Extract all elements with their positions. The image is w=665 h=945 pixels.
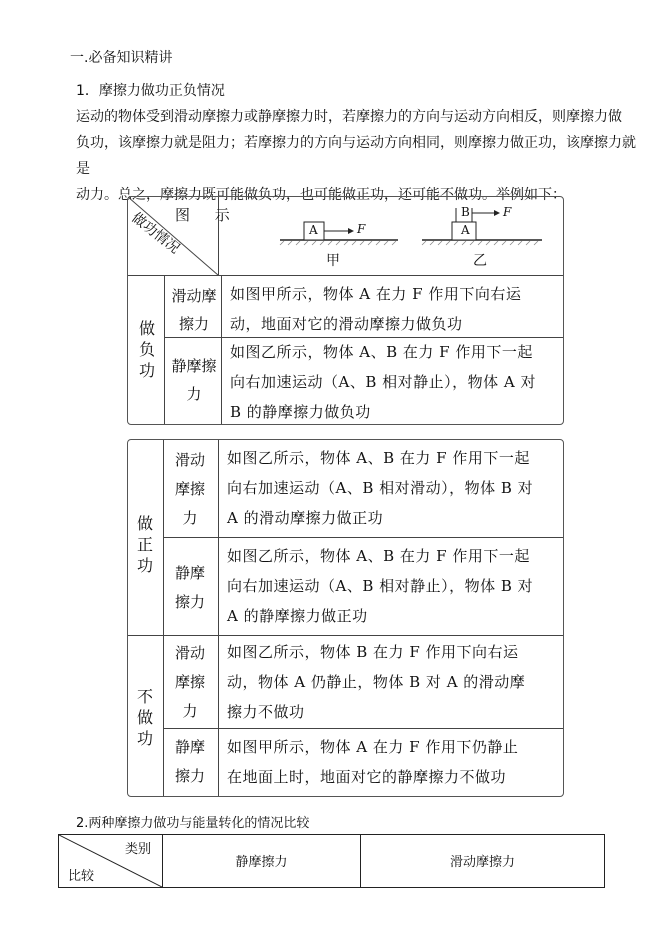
- table-comparison: [58, 834, 605, 888]
- fig-jia-caption: 甲: [326, 253, 340, 269]
- row-desc: [227, 732, 561, 792]
- fig-yi-caption: 乙: [473, 253, 487, 269]
- fig-yi-force-label: F: [503, 205, 512, 219]
- desc-line: A 的滑动摩擦力做正功: [227, 509, 384, 527]
- positive-work-label: 做正功: [136, 514, 153, 575]
- row-type-static: 静摩擦力: [174, 564, 205, 611]
- subsection-title-2: 2.两种摩擦力做功与能量转化的情况比较: [76, 816, 310, 831]
- row-desc: [227, 541, 561, 631]
- desc-line: 向右加速运动（A、B 相对静止），物体 A 对: [230, 373, 536, 391]
- fig-jia-block-label: A: [309, 223, 318, 237]
- subsection-title-1: 1．摩擦力做功正负情况: [76, 83, 225, 99]
- desc-line: 如图乙所示，物体 B 在力 F 作用下向右运: [227, 643, 519, 661]
- desc-line: 在地面上时，地面对它的静摩擦力不做功: [227, 768, 507, 786]
- desc-line: 擦力不做功: [227, 703, 305, 721]
- no-work-label: 不做功: [136, 687, 153, 748]
- desc-line: 如图乙所示，物体 A、B 在力 F 作用下一起: [227, 449, 530, 467]
- header-work-text: 做功情况: [128, 209, 183, 258]
- desc-line: 如图甲所示，物体 A 在力 F 作用下仍静止: [227, 738, 519, 756]
- header-figure-label: 图 示: [175, 206, 240, 224]
- col-sliding-friction: 滑动摩擦力: [449, 855, 515, 870]
- fig-yi-top-block-label: B: [461, 205, 470, 219]
- col-static-friction: 静摩擦力: [235, 855, 288, 870]
- diag-bottom-label: 比较: [68, 869, 95, 884]
- row-desc: [230, 279, 560, 339]
- section-title: 一.必备知识精讲: [70, 50, 173, 66]
- row-desc: [230, 337, 560, 427]
- desc-line: 如图乙所示，物体 A、B 在力 F 作用下一起: [227, 547, 530, 565]
- figure-diagrams: [270, 208, 560, 278]
- desc-line: 动，地面对它的滑动摩擦力做负功: [230, 315, 463, 333]
- intro-line: 动力。总之，摩擦力既可能做负功，也可能做正功，还可能不做功。举例如下：: [76, 187, 566, 203]
- row-type-sliding: 滑动摩擦力: [174, 644, 205, 720]
- row-desc: [227, 443, 561, 533]
- fig-yi-bottom-block-label: A: [461, 223, 470, 237]
- negative-work-label: 做负功: [138, 319, 155, 380]
- desc-line: 向右加速运动（A、B 相对静止），物体 B 对: [227, 577, 534, 595]
- desc-line: 动，物体 A 仍静止，物体 B 对 A 的滑动摩: [227, 673, 526, 691]
- desc-line: A 的静摩擦力做正功: [227, 607, 368, 625]
- row-type-static: 静摩擦力: [174, 738, 205, 785]
- desc-line: 如图乙所示，物体 A、B 在力 F 作用下一起: [230, 343, 533, 361]
- row-type-static: 静摩擦力: [171, 357, 217, 403]
- intro-line: 负功，该摩擦力就是阻力；若摩擦力的方向与运动方向相同，则摩擦力做正功，该摩擦力就是: [76, 135, 636, 177]
- fig-jia-force-label: F: [357, 222, 366, 236]
- desc-line: 如图甲所示，物体 A 在力 F 作用下向右运: [230, 285, 522, 303]
- intro-line: 运动的物体受到滑动摩擦力或静摩擦力时，若摩擦力的方向与运动方向相反，则摩擦力做: [76, 109, 622, 125]
- row-type-sliding: 滑动摩擦力: [171, 287, 217, 333]
- desc-line: 向右加速运动（A、B 相对滑动），物体 B 对: [227, 479, 534, 497]
- row-desc: [227, 637, 561, 727]
- row-type-sliding: 滑动摩擦力: [174, 451, 205, 527]
- desc-line: B 的静摩擦力做负功: [230, 403, 371, 421]
- diag-top-label: 类别: [125, 842, 152, 857]
- intro-paragraph: [76, 104, 636, 208]
- header-work-label: [128, 209, 190, 274]
